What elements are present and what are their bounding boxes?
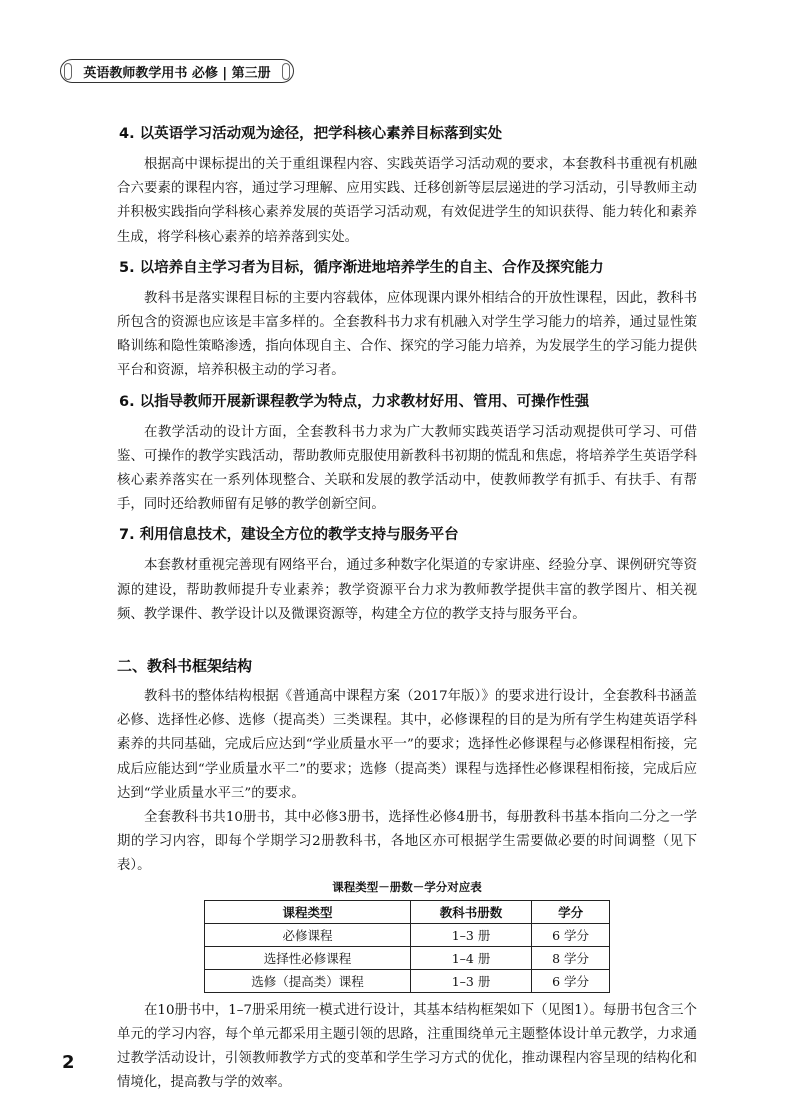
table-row: [205, 923, 610, 946]
table-row: [205, 946, 610, 969]
table-cell: 8 学分: [532, 946, 610, 969]
table-cell: 必修课程: [205, 923, 411, 946]
section-6-body: 在教学活动的设计方面，全套教科书力求为广大教师实践英语学习活动观提供可学习、可借鉴、可操作的教学实践活动，帮助教师克服使用新教科书初期的慌乱和焦虑，将培养学生英语学科核心素养落实在一系列体现整合、关联和发展的教学活动中，使教师教学有抓手、有扶手、有帮手，同时还给教师留有足够的教学创新空间。: [117, 424, 697, 513]
framework-paragraph-3: 在10册书中，1–7册采用统一模式进行设计，其基本结构框架如下（见图1）。每册书包含三个单元的学习内容，每个单元都采用主题引领的思路，注重围绕单元主题整体设计单元教学，力求通过教学活动设计，引领教师教学方式的变革和学生学习方式的优化，推动课程内容呈现的结构化和情境化，提高教与学的效率。: [117, 1002, 697, 1091]
section-4-heading: 4. 以英语学习活动观为途径，把学科核心素养目标落到实处: [119, 126, 503, 142]
table-header-cell: 课程类型: [205, 900, 411, 923]
table-cell: 1–4 册: [410, 946, 531, 969]
table-header-cell: 学分: [532, 900, 610, 923]
section-6-heading: 6. 以指导教师开展新课程教学为特点，力求教材好用、管用、可操作性强: [119, 393, 590, 410]
page-content: [117, 124, 697, 1095]
course-credit-table: [204, 900, 610, 993]
framework-section-title: 二、教科书框架结构: [117, 657, 253, 676]
section-7-body: 本套教材重视完善现有网络平台，通过多种数字化渠道的专家讲座、经验分享、课例研究等资源的建设，帮助教师提升专业素养；教学资源平台力求为教师教学提供丰富的教学图片、相关视频、教学课件、教学设计以及微课资源等，构建全方位的教学支持与服务平台。: [117, 558, 697, 622]
table-cell: 6 学分: [532, 923, 610, 946]
section-7-heading: 7. 利用信息技术，建设全方位的教学支持与服务平台: [119, 527, 459, 544]
framework-paragraph-2: 全套教科书共10册书，其中必修3册书，选择性必修4册书，每册教科书基本指向二分之一学期的学习内容，即每个学期学习2册教科书，各地区亦可根据学生需要做必要的时间调整（见下表）。: [117, 810, 697, 874]
table-cell: 6 学分: [532, 969, 610, 992]
framework-paragraph-1: 教科书的整体结构根据《普通高中课程方案（2017年版）》的要求进行设计，全套教科书涵盖必修、选择性必修、选修（提高类）三类课程。其中，必修课程的目的是为所有学生构建英语学科素养的共同基础，完成后应达到“学业质量水平一”的要求；选择性必修课程与必修课程相衔接，完成后应能达到“学业质量水平二”的要求；选修（提高类）课程与选择性必修课程相衔接，完成后应达到“学业质量水平三”的要求。: [117, 689, 697, 801]
section-4-body: 根据高中课标提出的关于重组课程内容、实践英语学习活动观的要求，本套教科书重视有机融合六要素的课程内容，通过学习理解、应用实践、迁移创新等层层递进的学习活动，引导教师主动并积极实践指向学科核心素养发展的英语学习活动观，有效促进学生的知识获得、能力转化和素养生成，将学科核心素养的培养落到实处。: [117, 157, 697, 245]
table-row: [205, 969, 610, 992]
table-cell: 选择性必修课程: [205, 946, 411, 969]
section-5-body: 教科书是落实课程目标的主要内容载体，应体现课内课外相结合的开放性课程，因此，教科书所包含的资源也应该是丰富多样的。全套教科书力求有机融入对学生学习能力的培养，通过显性策略训练和隐性策略渗透，指向体现自主、合作、探究的学习能力培养，为发展学生的学习能力提供平台和资源，培养积极主动的学习者。: [117, 290, 697, 379]
table-header-cell: 教科书册数: [410, 900, 531, 923]
table-header-row: [205, 900, 610, 923]
table-cell: 1–3 册: [410, 923, 531, 946]
section-5-heading: 5. 以培养自主学习者为目标，循序渐进地培养学生的自主、合作及探究能力: [119, 259, 604, 276]
table-cell: 选修（提高类）课程: [205, 969, 411, 992]
table-caption: 课程类型－册数－学分对应表: [332, 879, 482, 894]
running-header: [60, 59, 294, 83]
page-number: 2: [62, 1052, 75, 1073]
running-header-title: 英语教师教学用书 必修 | 第三册: [83, 65, 271, 81]
table-cell: 1–3 册: [410, 969, 531, 992]
